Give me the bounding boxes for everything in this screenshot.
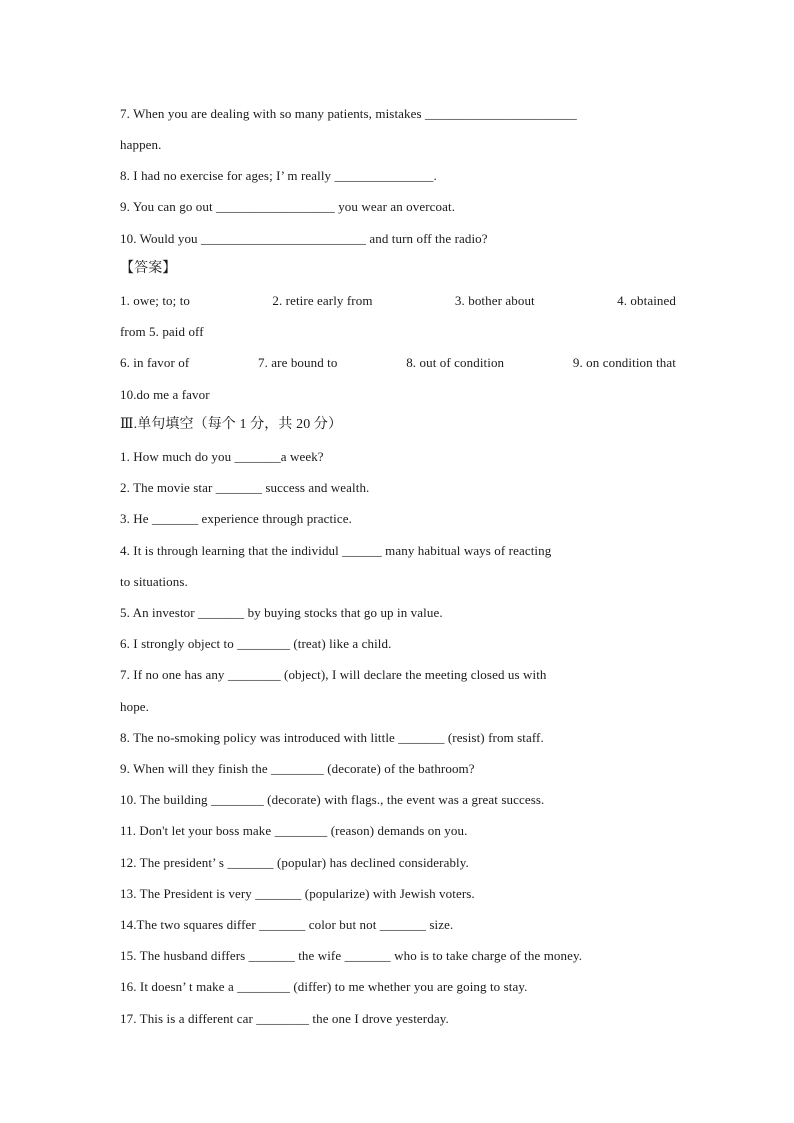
fill-question-5: 5. An investor _______ by buying stocks that go up in value. <box>120 605 443 620</box>
answers-heading: 【答案】 <box>120 261 177 276</box>
fill-question-7-line2: hope. <box>120 699 150 714</box>
question-8: 8. I had no exercise for ages; I’ m really _______________. <box>120 168 437 183</box>
answer-9: 9. on condition that <box>572 355 676 370</box>
fill-question-16: 16. It doesn’ t make a ________ (differ) to me whether you are going to stay. <box>120 979 528 994</box>
answers-row-4: 10.do me a favor <box>120 387 210 402</box>
answer-7: 7. are bound to <box>258 355 338 370</box>
fill-question-8: 8. The no-smoking policy was introduced with little _______ (resist) from staff. <box>120 730 544 745</box>
answer-6: 6. in favor of <box>120 355 190 370</box>
section-3-heading: Ⅲ.单句填空（每个 1 分，共 20 分） <box>120 417 343 432</box>
fill-question-4-line1: 4. It is through learning that the individul ______ many habitual ways of reacting <box>120 543 552 558</box>
fill-question-10: 10. The building ________ (decorate) with flags., the event was a great success. <box>120 792 545 807</box>
fill-question-7-line1: 7. If no one has any ________ (object), I will declare the meeting closed us with <box>120 667 547 682</box>
answers-row-1 <box>120 293 676 309</box>
fill-question-2: 2. The movie star _______ success and wealth. <box>120 480 370 495</box>
fill-question-4-line2: to situations. <box>120 574 188 589</box>
answer-4: 4. obtained <box>617 293 676 308</box>
fill-question-1: 1. How much do you _______a week? <box>120 449 324 464</box>
fill-question-11: 11. Don't let your boss make ________ (reason) demands on you. <box>120 823 468 838</box>
fill-question-14: 14.The two squares differ _______ color but not _______ size. <box>120 917 454 932</box>
fill-question-9: 9. When will they finish the ________ (decorate) of the bathroom? <box>120 761 475 776</box>
fill-question-3: 3. He _______ experience through practice. <box>120 511 352 526</box>
answer-8: 8. out of condition <box>406 355 505 370</box>
fill-question-13: 13. The President is very _______ (popularize) with Jewish voters. <box>120 886 475 901</box>
answers-row-2: from 5. paid off <box>120 324 204 339</box>
fill-question-17: 17. This is a different car ________ the one I drove yesterday. <box>120 1011 449 1026</box>
answer-2: 2. retire early from <box>272 293 373 308</box>
question-10: 10. Would you _________________________ and turn off the radio? <box>120 231 488 246</box>
fill-question-15: 15. The husband differs _______ the wife _______ who is to take charge of the money. <box>120 948 583 963</box>
question-9: 9. You can go out __________________ you wear an overcoat. <box>120 199 456 214</box>
fill-question-12: 12. The president’ s _______ (popular) has declined considerably. <box>120 855 469 870</box>
fill-question-6: 6. I strongly object to ________ (treat) like a child. <box>120 636 392 651</box>
question-7-line2: happen. <box>120 137 162 152</box>
answers-row-3 <box>120 355 676 371</box>
question-7-line1: 7. When you are dealing with so many patients, mistakes _______________________ <box>120 106 577 121</box>
answer-3: 3. bother about <box>454 293 535 308</box>
answer-1: 1. owe; to; to <box>120 293 191 308</box>
